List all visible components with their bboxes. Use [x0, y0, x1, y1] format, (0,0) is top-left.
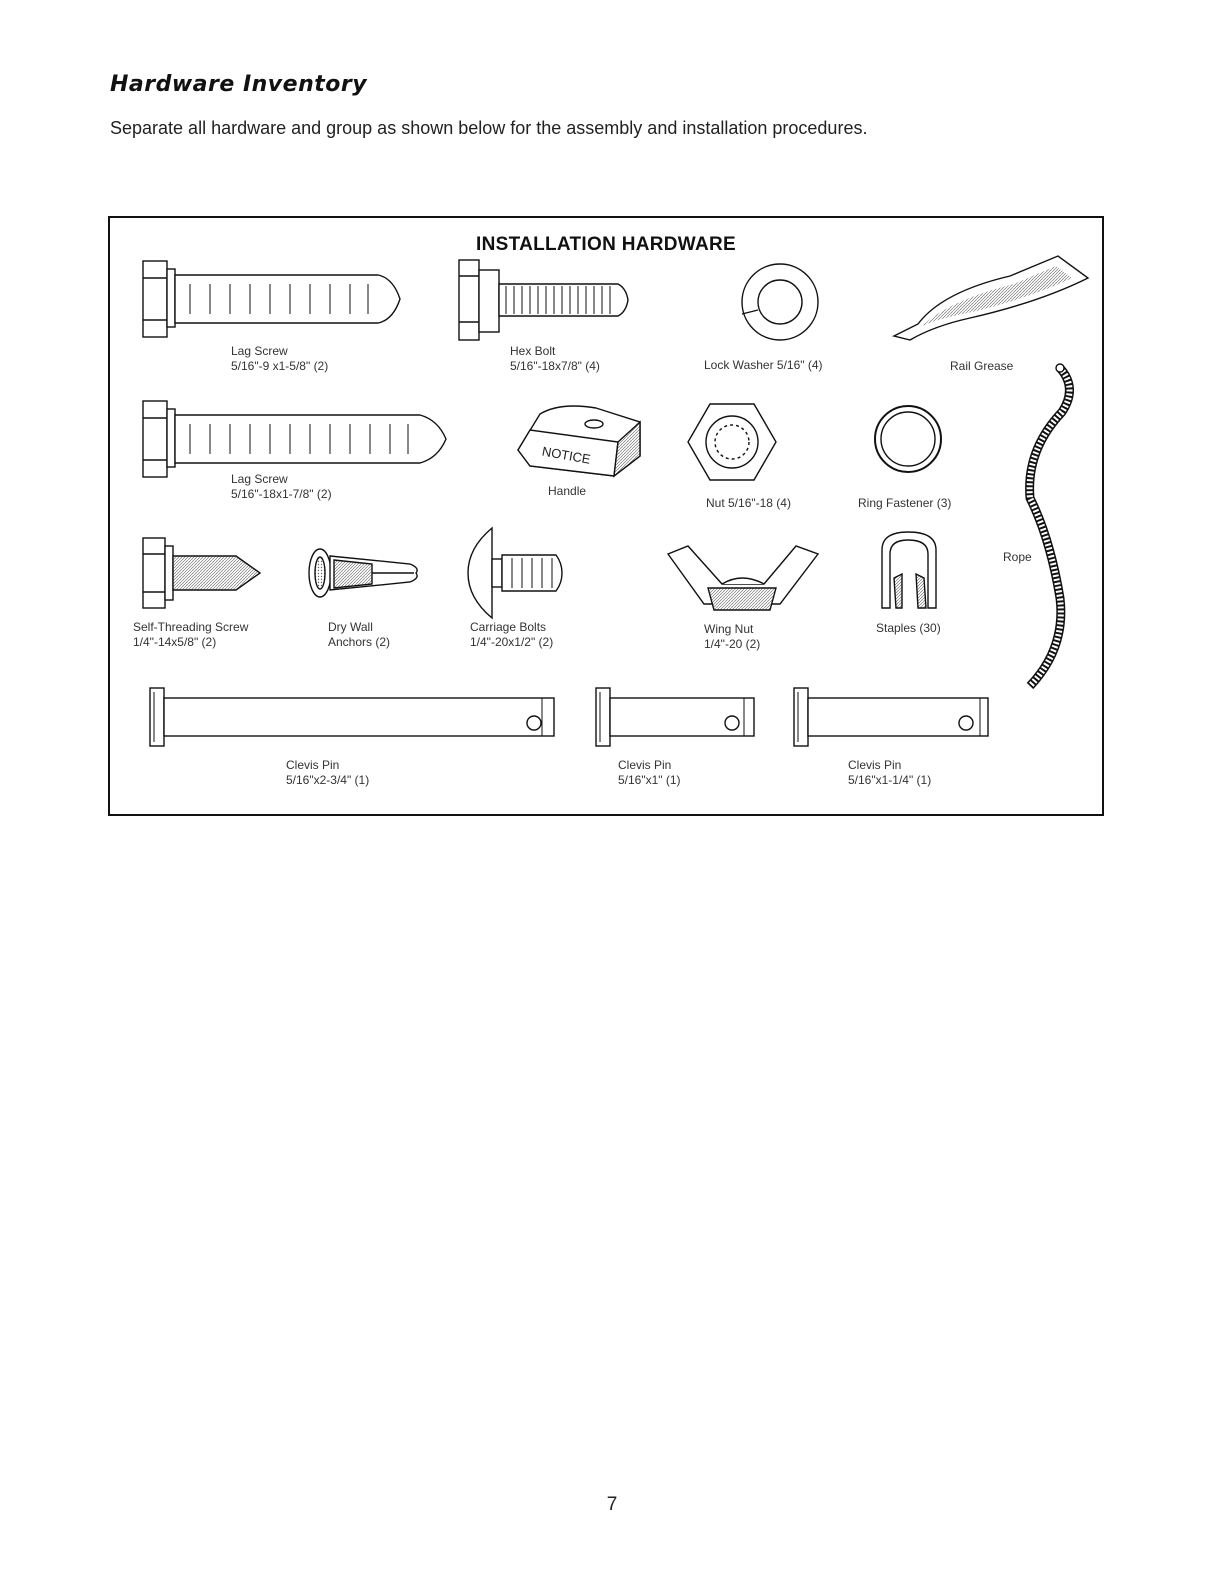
page-title: Hardware Inventory — [110, 72, 368, 97]
ring-fastener-icon — [875, 406, 941, 472]
wing-nut-icon — [668, 546, 818, 610]
panel-heading: INSTALLATION HARDWARE — [476, 234, 736, 255]
rope-icon — [1030, 364, 1070, 686]
lag-screw-long-icon — [143, 401, 446, 477]
label-lag-screw-short: Lag Screw 5/16"-9 x1-5/8" (2) — [231, 344, 329, 373]
intro-text: Separate all hardware and group as shown below for the assembly and installation procedures. — [110, 118, 868, 138]
staple-icon — [882, 532, 936, 608]
label-carriage-bolts: Carriage Bolts 1/4"-20x1/2" (2) — [470, 620, 554, 649]
label-staples: Staples (30) — [876, 621, 941, 635]
label-nut: Nut 5/16"-18 (4) — [706, 496, 791, 510]
clevis-pin-mid-icon — [794, 688, 988, 746]
label-clevis-pin-mid: Clevis Pin 5/16"x1-1/4" (1) — [848, 758, 932, 787]
handle-imprint: NOTICE — [540, 443, 592, 467]
hex-bolt-icon — [459, 260, 628, 340]
installation-hardware-panel — [108, 216, 1104, 816]
drywall-anchor-icon — [309, 549, 417, 597]
lag-screw-short-icon — [143, 261, 400, 337]
label-ring-fastener: Ring Fastener (3) — [858, 496, 952, 510]
label-rail-grease: Rail Grease — [950, 359, 1014, 373]
hardware-illustrations — [110, 218, 1102, 814]
label-rope: Rope — [1003, 550, 1032, 564]
label-dry-wall-anchors: Dry Wall Anchors (2) — [328, 620, 391, 649]
page-number: 7 — [606, 1494, 618, 1515]
label-hex-bolt: Hex Bolt 5/16"-18x7/8" (4) — [510, 344, 600, 373]
label-wing-nut: Wing Nut 1/4"-20 (2) — [704, 622, 761, 651]
label-handle: Handle — [548, 484, 587, 498]
clevis-pin-long-icon — [150, 688, 554, 746]
label-lag-screw-long: Lag Screw 5/16"-18x1-7/8" (2) — [231, 472, 332, 501]
self-threading-screw-icon — [143, 538, 260, 608]
hex-nut-icon — [688, 404, 776, 480]
label-lock-washer: Lock Washer 5/16" (4) — [704, 358, 823, 372]
clevis-pin-short-icon — [596, 688, 754, 746]
label-self-threading-screw: Self-Threading Screw 1/4"-14x5/8" (2) — [133, 620, 249, 649]
handle-icon — [518, 406, 640, 476]
label-clevis-pin-short: Clevis Pin 5/16"x1" (1) — [618, 758, 681, 787]
grease-packet-icon — [894, 256, 1088, 340]
carriage-bolt-icon — [468, 528, 562, 618]
lock-washer-icon — [742, 264, 818, 340]
label-clevis-pin-long: Clevis Pin 5/16"x2-3/4" (1) — [286, 758, 370, 787]
